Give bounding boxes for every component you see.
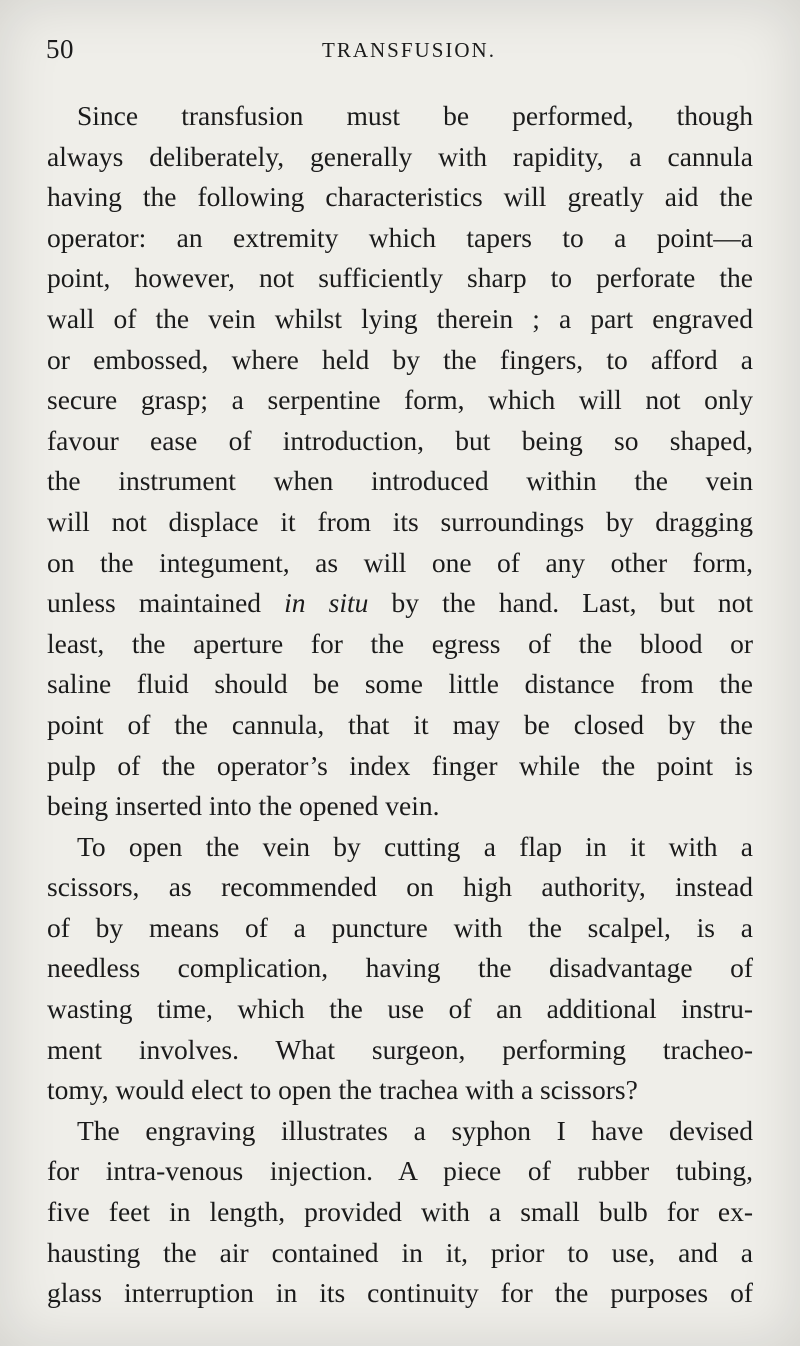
text-line: needless complication, having the disadvantage of: [47, 952, 753, 984]
text-line: operator: an extremity which tapers to a point—a: [47, 221, 753, 253]
text-line: on the integument, as will one of any other form,: [47, 546, 753, 578]
text-line: saline fluid should be some little distance from the: [47, 668, 753, 700]
text-segment: unless maintained: [47, 587, 285, 619]
text-line: being inserted into the opened vein.: [47, 790, 440, 822]
text-line: The engraving illustrates a syphon I have devised: [77, 1114, 753, 1146]
text-line: ment involves. What surgeon, performing tracheo-: [47, 1033, 753, 1065]
text-line: pulp of the operator’s index finger while the point is: [47, 749, 753, 781]
text-line: point of the cannula, that it may be closed by the: [47, 708, 753, 740]
text-line: tomy, would elect to open the trachea with a scissors?: [47, 1074, 638, 1106]
text-line: wall of the vein whilst lying therein ; a part engraved: [47, 302, 753, 334]
text-line: always deliberately, generally with rapidity, a cannula: [47, 140, 753, 172]
text-line: five feet in length, provided with a small bulb for ex-: [47, 1196, 753, 1228]
text-line: of by means of a puncture with the scalpel, is a: [47, 911, 753, 943]
text-line-with-italic: [47, 583, 753, 624]
text-line: glass interruption in its continuity for the purposes of: [47, 1277, 753, 1309]
text-line: hausting the air contained in it, prior to use, and a: [47, 1236, 753, 1268]
text-line: To open the vein by cutting a flap in it with a: [77, 830, 753, 862]
text-line: least, the aperture for the egress of the blood or: [47, 627, 753, 659]
text-line: wasting time, which the use of an additional instru-: [47, 993, 753, 1025]
text-line: Since transfusion must be performed, though: [77, 100, 753, 131]
text-line: point, however, not sufficiently sharp to perforate the: [47, 262, 753, 294]
page-number: 50: [46, 34, 74, 64]
text-segment: by the hand. Last, but not: [368, 587, 753, 619]
body-text: [47, 96, 753, 1314]
running-head: [46, 34, 752, 74]
text-line: will not displace it from its surroundings by dragging: [47, 505, 753, 537]
text-line: secure grasp; a serpentine form, which will not only: [47, 384, 753, 416]
text-line: for intra-venous injection. A piece of rubber tubing,: [47, 1155, 753, 1187]
running-title: TRANSFUSION.: [322, 38, 496, 62]
text-line: having the following characteristics will greatly aid the: [47, 181, 753, 213]
italic-phrase: in situ: [284, 587, 369, 619]
text-line: scissors, as recommended on high authority, instead: [47, 871, 753, 903]
text-line: favour ease of introduction, but being so shaped,: [47, 424, 753, 456]
text-line: or embossed, where held by the fingers, to afford a: [47, 343, 753, 375]
text-line: the instrument when introduced within the vein: [47, 465, 753, 497]
